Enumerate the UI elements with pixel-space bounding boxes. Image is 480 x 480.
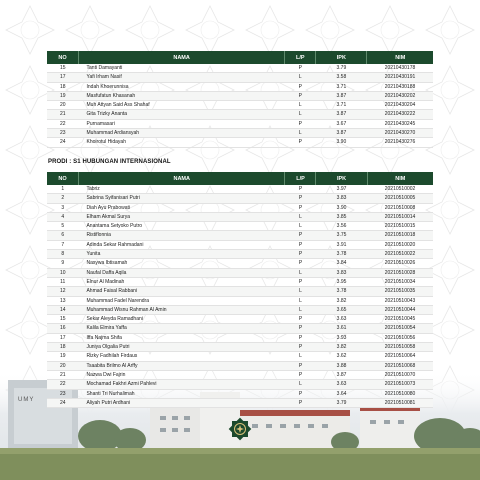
table-row xyxy=(47,315,433,324)
cell-nim: 20210510018 xyxy=(367,231,433,240)
cell-nama: Gita Trizky Ananta xyxy=(79,110,285,119)
cell-lp: L xyxy=(285,287,316,296)
cell-nim: 20210510005 xyxy=(367,194,433,203)
cell-ipk: 3.91 xyxy=(336,241,347,248)
cell-lp: L xyxy=(285,268,316,277)
table-row xyxy=(47,259,433,268)
col-nama-header: NAMA xyxy=(79,51,285,64)
cell-nim: 20210510035 xyxy=(367,287,433,296)
table-row xyxy=(47,352,433,361)
cell-ipk: 3.82 xyxy=(316,343,367,352)
cell-ipk: 3.75 xyxy=(316,231,367,240)
table-row xyxy=(47,240,433,249)
cell-lp: L xyxy=(285,110,316,119)
cell-nim: 20210510015 xyxy=(384,223,416,230)
cell-nim: 20210510020 xyxy=(384,241,416,248)
cell-lp: P xyxy=(285,361,316,370)
cell-ipk: 3.56 xyxy=(336,223,347,230)
table-row xyxy=(47,380,433,389)
cell-nim: 20210510002 xyxy=(384,186,416,192)
cell-nama: Muhammad Fadel Narendra xyxy=(86,297,149,304)
cell-nim: 20210510064 xyxy=(384,353,416,360)
table-row xyxy=(47,222,433,231)
table-row xyxy=(47,212,433,221)
col-no-header: NO xyxy=(47,172,78,185)
cell-no: 15 xyxy=(59,65,66,71)
cell-nim: 20210430204 xyxy=(384,102,416,109)
cell-lp: L xyxy=(298,102,302,109)
graduates-table-2 xyxy=(47,172,433,408)
cell-nama: Masfufatun Khasanah xyxy=(79,91,285,100)
cell-lp: L xyxy=(285,129,316,138)
cell-nim: 20210510054 xyxy=(367,324,433,333)
cell-ipk: 3.65 xyxy=(316,305,367,314)
cell-nama: Tabriz xyxy=(86,186,100,192)
cell-no: 13 xyxy=(59,297,66,304)
cell-no: 4 xyxy=(47,212,78,221)
campus-sign: UMY xyxy=(18,397,35,403)
cell-nim: 20210430222 xyxy=(367,110,433,119)
cell-lp: P xyxy=(285,91,316,100)
table-row xyxy=(47,119,433,128)
col-ipk-header: IPK xyxy=(316,51,367,64)
cell-nim: 20210510045 xyxy=(384,316,416,323)
cell-nama: Rizky Fadhilah Firdaus xyxy=(86,353,138,360)
cell-ipk: 3.90 xyxy=(336,204,347,211)
cell-no: 15 xyxy=(59,316,66,323)
cell-ipk: 3.63 xyxy=(336,316,347,323)
cell-nama: Kalila Elmira Yaffa xyxy=(78,324,285,333)
cell-lp: L xyxy=(285,73,316,82)
cell-lp: P xyxy=(298,278,303,285)
cell-nama: Nazwa Dwi Fajrin xyxy=(86,371,126,378)
cell-nim: 20210430188 xyxy=(384,83,416,90)
cell-nim: 20210510081 xyxy=(367,398,433,407)
cell-ipk: 3.71 xyxy=(336,102,347,109)
cell-nim: 20210510034 xyxy=(384,278,416,285)
col-nim-header: NIM xyxy=(367,51,433,64)
cell-nama: Shanti Tri Nurhalimah xyxy=(86,390,135,397)
col-nim-header: NIM xyxy=(367,172,433,185)
cell-nim: 20210510022 xyxy=(367,250,433,259)
cell-no: 16 xyxy=(47,324,78,333)
cell-ipk: 3.87 xyxy=(336,371,347,378)
cell-nama: Indah Khoerunnisa xyxy=(86,83,129,90)
table-row xyxy=(47,277,433,286)
cell-lp: P xyxy=(298,371,303,378)
cell-no: 12 xyxy=(47,287,78,296)
cell-nama: Mochamad Fakhri Azmi Pahlevi xyxy=(78,380,285,389)
cell-ipk: 3.93 xyxy=(336,334,347,341)
cell-no: 19 xyxy=(59,353,66,360)
table-body xyxy=(47,185,433,408)
cell-ipk: 3.85 xyxy=(316,212,367,221)
cell-ipk: 3.78 xyxy=(316,250,367,259)
col-ipk-header: IPK xyxy=(316,172,367,185)
cell-lp: P xyxy=(298,83,302,90)
table-row xyxy=(47,185,433,194)
cell-ipk: 3.71 xyxy=(336,83,347,90)
cell-nim: 20210510070 xyxy=(384,371,416,378)
cell-no: 6 xyxy=(47,231,78,240)
cell-no: 17 xyxy=(47,73,79,82)
cell-nama: Muhammad Ardiansyah xyxy=(79,129,285,138)
cell-ipk: 3.78 xyxy=(316,287,367,296)
cell-no: 19 xyxy=(47,91,79,100)
cell-nama: Elnur Al Madinah xyxy=(86,278,125,285)
cell-ipk: 3.79 xyxy=(336,65,347,71)
table-row xyxy=(47,82,433,91)
cell-nim: 20210510014 xyxy=(367,212,433,221)
prodi-heading: PRODI : S1 HUBUNGAN INTERNASIONAL xyxy=(48,159,171,165)
emblem-icon xyxy=(228,417,252,441)
cell-nama: Khoirotul Hidayah xyxy=(86,139,126,146)
cell-lp: P xyxy=(298,260,303,267)
cell-no: 8 xyxy=(47,250,78,259)
cell-no: 3 xyxy=(61,204,65,211)
cell-nama: Adinda Sekar Rahmadani xyxy=(86,241,144,248)
cell-nama: Elham Akmal Surya xyxy=(78,212,285,221)
cell-nim: 20210510073 xyxy=(367,380,433,389)
table-row xyxy=(47,194,433,203)
table-row xyxy=(47,64,433,73)
cell-no: 1 xyxy=(61,186,65,192)
table-row xyxy=(47,203,433,212)
cell-no: 20 xyxy=(47,361,78,370)
cell-lp: P xyxy=(285,343,316,352)
cell-no: 14 xyxy=(47,305,78,314)
col-lp-header: L/P xyxy=(285,51,316,64)
table-row xyxy=(47,91,433,100)
cell-ipk: 3.87 xyxy=(316,91,367,100)
cell-ipk: 3.82 xyxy=(336,297,347,304)
cell-nama: Tsaabita Brilmo Al Arffy xyxy=(78,361,285,370)
cell-nama: Juniya Olgalia Putri xyxy=(78,343,285,352)
cell-nim: 20210510080 xyxy=(384,390,416,397)
cell-nama: Aliyah Putri Ardhani xyxy=(78,398,285,407)
cell-lp: L xyxy=(299,223,302,230)
table-row xyxy=(47,305,433,314)
cell-no: 18 xyxy=(47,343,78,352)
col-lp-header: L/P xyxy=(285,172,316,185)
cell-nama: Nasywa Ibtisamah xyxy=(86,260,128,267)
cell-ipk: 3.90 xyxy=(336,139,347,146)
cell-lp: L xyxy=(285,305,316,314)
table-row xyxy=(47,138,433,147)
cell-nama: Yafi Irham Nasif xyxy=(79,73,285,82)
cell-ipk: 3.64 xyxy=(336,390,347,397)
cell-no: 24 xyxy=(59,139,66,146)
cell-nama: Sabrina Syifanisari Putri xyxy=(78,194,285,203)
cell-ipk: 3.63 xyxy=(316,380,367,389)
cell-no: 5 xyxy=(61,223,65,230)
cell-nim: 20210430270 xyxy=(367,129,433,138)
cell-nama: Sekar Aleyda Ramadhani xyxy=(86,316,143,323)
cell-ipk: 3.97 xyxy=(336,186,347,192)
cell-nim: 20210430202 xyxy=(367,91,433,100)
cell-no: 9 xyxy=(61,260,65,267)
cell-ipk: 3.87 xyxy=(316,110,367,119)
cell-nama: Muhammad Wisnu Rahman Al Amin xyxy=(78,305,285,314)
cell-no: 21 xyxy=(59,371,66,378)
cell-nim: 20210510028 xyxy=(367,268,433,277)
table-row xyxy=(47,389,433,398)
cell-lp: P xyxy=(298,65,302,71)
cell-ipk: 3.58 xyxy=(316,73,367,82)
cell-nama: Ristiflonnia xyxy=(78,231,285,240)
cell-nim: 20210510026 xyxy=(384,260,416,267)
cell-nama: Anantama Setyoko Putro xyxy=(86,223,143,230)
cell-lp: P xyxy=(298,241,303,248)
col-nama-header: NAMA xyxy=(78,172,285,185)
cell-no: 23 xyxy=(47,129,79,138)
table-header-row xyxy=(47,172,433,185)
cell-no: 18 xyxy=(59,83,66,90)
table-row xyxy=(47,398,433,407)
table-row xyxy=(47,333,433,342)
cell-ipk: 3.84 xyxy=(336,260,347,267)
cell-nama: Iffa Najma Shifa xyxy=(86,334,122,341)
cell-lp: P xyxy=(298,120,302,127)
cell-nim: 20210430191 xyxy=(367,73,433,82)
cell-nim: 20210510056 xyxy=(384,334,416,341)
cell-no: 22 xyxy=(47,380,78,389)
cell-ipk: 3.83 xyxy=(316,194,367,203)
cell-no: 22 xyxy=(59,120,66,127)
table-row xyxy=(47,296,433,305)
cell-lp: P xyxy=(298,334,303,341)
cell-lp: L xyxy=(285,380,316,389)
cell-nama: Naufal Daffa Aqila xyxy=(78,268,285,277)
table-row xyxy=(47,287,433,296)
cell-ipk: 3.87 xyxy=(316,129,367,138)
cell-nim: 20210430245 xyxy=(384,120,416,127)
cell-nim: 20210510008 xyxy=(384,204,416,211)
cell-lp: P xyxy=(298,390,303,397)
cell-nim: 20210510043 xyxy=(384,297,416,304)
cell-nim: 20210430178 xyxy=(384,65,416,71)
cell-nim: 20210510058 xyxy=(367,343,433,352)
cell-no: 24 xyxy=(47,398,78,407)
cell-no: 11 xyxy=(60,278,66,285)
cell-lp: P xyxy=(285,194,316,203)
graduates-table-1 xyxy=(47,51,433,148)
table-row xyxy=(47,231,433,240)
cell-lp: P xyxy=(298,316,303,323)
table-row xyxy=(47,324,433,333)
cell-nim: 20210510068 xyxy=(367,361,433,370)
cell-lp: L xyxy=(299,297,302,304)
table-row xyxy=(47,250,433,259)
cell-lp: P xyxy=(285,250,316,259)
cell-ipk: 3.95 xyxy=(336,278,347,285)
cell-lp: P xyxy=(285,398,316,407)
cell-no: 7 xyxy=(61,241,65,248)
cell-lp: P xyxy=(285,324,316,333)
table-row xyxy=(47,268,433,277)
cell-nim: 20210430276 xyxy=(384,139,416,146)
table-body xyxy=(47,64,433,147)
cell-no: 17 xyxy=(59,334,66,341)
cell-lp: P xyxy=(298,204,303,211)
table-row xyxy=(47,370,433,379)
cell-no: 2 xyxy=(47,194,78,203)
cell-ipk: 3.61 xyxy=(316,324,367,333)
cell-ipk: 3.79 xyxy=(316,398,367,407)
cell-ipk: 3.83 xyxy=(316,268,367,277)
table-header-row xyxy=(47,51,433,64)
cell-lp: L xyxy=(299,353,302,360)
cell-lp: P xyxy=(298,139,302,146)
cell-no: 10 xyxy=(47,268,78,277)
cell-nim: 20210510044 xyxy=(367,305,433,314)
table-row xyxy=(47,101,433,110)
cell-no: 20 xyxy=(59,102,66,109)
cell-nama: Diah Ayu Prabowati xyxy=(86,204,130,211)
cell-lp: P xyxy=(298,186,303,192)
cell-nama: Purnamasari xyxy=(86,120,115,127)
table-row xyxy=(47,361,433,370)
cell-nama: Tanti Damayanti xyxy=(86,65,123,71)
col-no-header: NO xyxy=(47,51,79,64)
table-row xyxy=(47,129,433,138)
cell-ipk: 3.67 xyxy=(336,120,347,127)
cell-lp: L xyxy=(285,212,316,221)
table-row xyxy=(47,110,433,119)
cell-nama: Muh Attyan Said Ass Shahaf xyxy=(86,102,150,109)
cell-no: 23 xyxy=(59,390,66,397)
cell-ipk: 3.62 xyxy=(336,353,347,360)
table-row xyxy=(47,73,433,82)
cell-lp: P xyxy=(285,231,316,240)
cell-ipk: 3.88 xyxy=(316,361,367,370)
table-row xyxy=(47,343,433,352)
cell-no: 21 xyxy=(47,110,79,119)
cell-nama: Yunita xyxy=(78,250,285,259)
cell-nama: Ahmad Faisal Rabbani xyxy=(78,287,285,296)
